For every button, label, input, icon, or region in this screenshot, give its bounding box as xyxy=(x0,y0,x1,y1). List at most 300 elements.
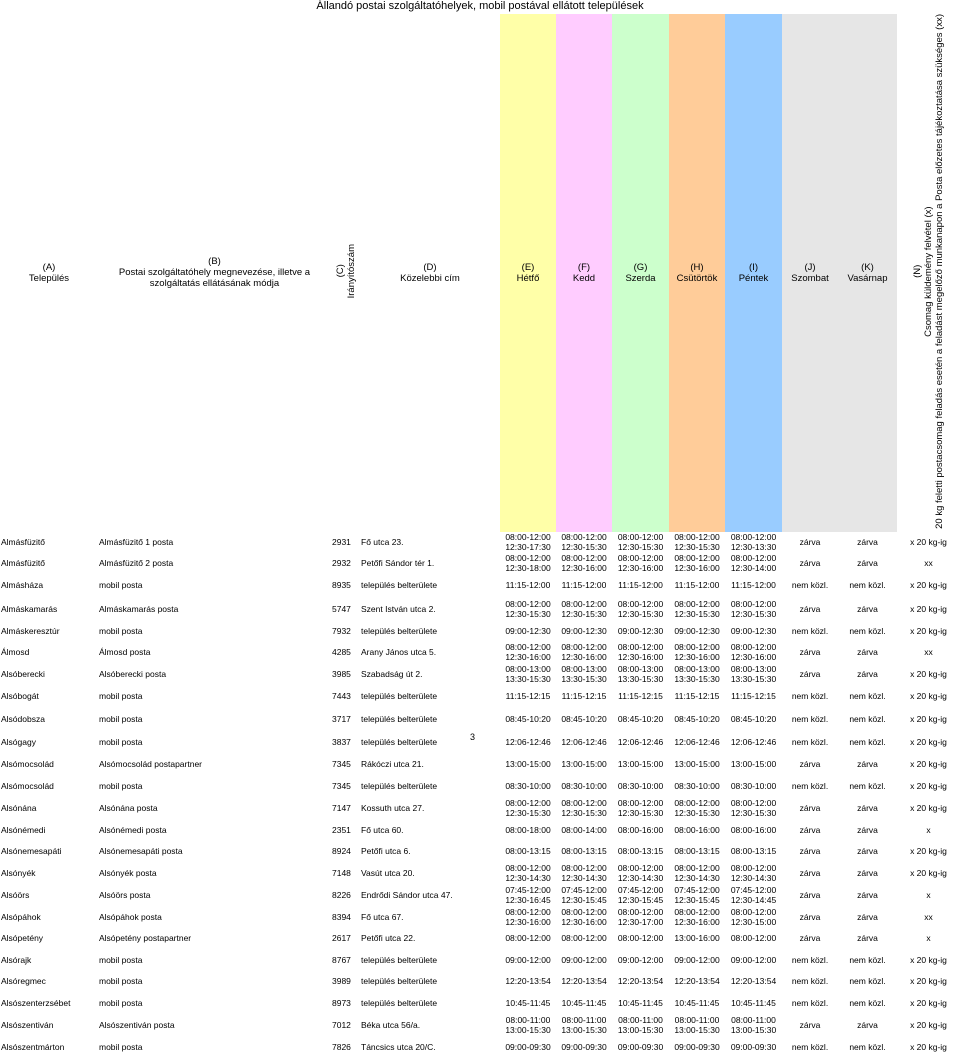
cell-wednesday xyxy=(612,597,669,621)
cell-zip xyxy=(331,686,360,707)
table-row xyxy=(0,797,960,819)
cell-zip-text: 5747 xyxy=(332,603,351,614)
cell-settlement xyxy=(0,928,98,949)
cell-settlement xyxy=(0,597,98,621)
cell-saturday-text: nem közl. xyxy=(791,780,829,791)
cell-settlement-text: Alsószentiván xyxy=(1,1019,54,1030)
cell-settlement-text: Alsómocsolád xyxy=(1,758,54,769)
cell-office xyxy=(98,819,331,841)
cell-thursday-text: 08:00-12:00 12:30-16:00 xyxy=(674,642,720,663)
cell-wednesday-text: 12:06-12:46 xyxy=(617,736,664,747)
cell-sunday xyxy=(838,1036,897,1058)
cell-tuesday-text: 11:15-12:00 xyxy=(561,580,607,591)
cell-wednesday-text: 08:00-12:00 12:30-14:30 xyxy=(617,862,664,883)
cell-tuesday-text: 08:00-13:00 13:30-15:30 xyxy=(561,664,607,685)
table-row xyxy=(0,1014,960,1036)
cell-settlement xyxy=(0,949,98,971)
cell-friday xyxy=(725,949,782,971)
cell-thursday-text: 08:00-12:00 12:30-14:30 xyxy=(674,862,720,883)
cell-parcel xyxy=(897,707,960,731)
cell-zip-text: 2931 xyxy=(332,537,351,548)
cell-settlement xyxy=(0,686,98,707)
cell-thursday xyxy=(669,1014,725,1036)
table-row xyxy=(0,642,960,663)
cell-tuesday xyxy=(556,819,612,841)
cell-zip xyxy=(331,884,360,906)
cell-tuesday xyxy=(556,906,612,928)
cell-address-text: Fő utca 60. xyxy=(361,824,404,835)
cell-parcel-text: x 20 kg-ig xyxy=(910,780,947,791)
cell-friday xyxy=(725,819,782,841)
cell-wednesday-text: 13:00-15:00 xyxy=(617,758,664,769)
cell-thursday-text: 12:06-12:46 xyxy=(674,736,720,747)
cell-settlement-text: Almásfüzitő xyxy=(1,537,45,548)
cell-tuesday-text: 08:00-12:00 xyxy=(561,933,607,944)
cell-tuesday-text: 09:00-09:30 xyxy=(561,1041,607,1052)
cell-settlement-text: Alsópáhok xyxy=(1,911,41,922)
cell-parcel-text: x 20 kg-ig xyxy=(910,580,947,591)
cell-saturday-text: zárva xyxy=(799,824,821,835)
cell-parcel-text: x 20 kg-ig xyxy=(910,1019,947,1030)
cell-thursday xyxy=(669,992,725,1014)
cell-thursday xyxy=(669,775,725,797)
cell-office xyxy=(98,1014,331,1036)
cell-wednesday-text: 08:00-16:00 xyxy=(617,824,664,835)
cell-sunday-text: zárva xyxy=(857,758,878,769)
cell-saturday xyxy=(782,841,838,862)
cell-friday xyxy=(725,686,782,707)
cell-wednesday xyxy=(612,906,669,928)
cell-friday-text: 08:00-16:00 xyxy=(730,824,777,835)
cell-thursday xyxy=(669,597,725,621)
cell-parcel xyxy=(897,1036,960,1058)
cell-address xyxy=(360,906,500,928)
cell-address xyxy=(360,574,500,597)
cell-address xyxy=(360,686,500,707)
cell-sunday xyxy=(838,621,897,642)
cell-office xyxy=(98,1036,331,1058)
cell-address-text: település belterülete xyxy=(361,736,438,747)
cell-monday-text: 08:00-18:00 xyxy=(505,824,551,835)
cell-address-text: Vasút utca 20. xyxy=(361,867,415,878)
cell-sunday-text: zárva xyxy=(857,867,878,878)
cell-tuesday-text: 08:30-10:00 xyxy=(561,780,607,791)
cell-monday xyxy=(500,663,556,686)
cell-address xyxy=(360,1014,500,1036)
cell-thursday xyxy=(669,1036,725,1058)
cell-address-text: Szent István utca 2. xyxy=(361,603,436,614)
cell-friday-text: 13:00-15:00 xyxy=(730,758,777,769)
cell-thursday-text: 08:00-12:00 12:30-15:30 xyxy=(674,797,720,818)
cell-address xyxy=(360,971,500,992)
cell-tuesday-text: 08:00-12:00 12:30-14:30 xyxy=(561,862,607,883)
cell-saturday-text: nem közl. xyxy=(791,713,829,724)
cell-friday xyxy=(725,928,782,949)
cell-zip-text: 4285 xyxy=(332,647,351,658)
cell-parcel xyxy=(897,731,960,753)
cell-settlement-text: Alsórajk xyxy=(1,954,32,965)
cell-zip-text: 7345 xyxy=(332,758,351,769)
cell-thursday xyxy=(669,532,725,553)
cell-sunday xyxy=(838,663,897,686)
cell-saturday-text: zárva xyxy=(799,889,821,900)
cell-office-text: Alsópáhok posta xyxy=(99,911,162,922)
table-row xyxy=(0,597,960,621)
cell-monday xyxy=(500,553,556,574)
cell-tuesday xyxy=(556,797,612,819)
cell-parcel-text: x 20 kg-ig xyxy=(910,603,947,614)
cell-address-text: település belterülete xyxy=(361,691,438,702)
cell-sunday xyxy=(838,731,897,753)
cell-address-text: Béka utca 56/a. xyxy=(361,1019,421,1030)
cell-zip xyxy=(331,532,360,553)
cell-office xyxy=(98,862,331,884)
header-row xyxy=(0,14,960,532)
cell-tuesday xyxy=(556,707,612,731)
cell-monday-text: 11:15-12:00 xyxy=(505,580,551,591)
cell-thursday xyxy=(669,971,725,992)
cell-parcel xyxy=(897,949,960,971)
cell-tuesday xyxy=(556,949,612,971)
cell-thursday xyxy=(669,949,725,971)
cell-settlement xyxy=(0,574,98,597)
cell-parcel xyxy=(897,797,960,819)
cell-address xyxy=(360,642,500,663)
cell-monday-text: 11:15-12:15 xyxy=(505,691,551,702)
cell-parcel xyxy=(897,928,960,949)
cell-thursday xyxy=(669,906,725,928)
cell-saturday xyxy=(782,731,838,753)
cell-monday xyxy=(500,884,556,906)
table-row xyxy=(0,906,960,928)
cell-monday xyxy=(500,906,556,928)
cell-monday-text: 13:00-15:00 xyxy=(505,758,551,769)
cell-thursday-text: 08:45-10:20 xyxy=(674,713,720,724)
cell-parcel-text: x 20 kg-ig xyxy=(910,1041,947,1052)
cell-parcel xyxy=(897,642,960,663)
cell-office-text: Alsónyék posta xyxy=(99,867,157,878)
cell-monday xyxy=(500,819,556,841)
cell-wednesday xyxy=(612,949,669,971)
cell-office-text: mobil posta xyxy=(99,1041,143,1052)
table-row xyxy=(0,819,960,841)
cell-tuesday-text: 08:00-13:15 xyxy=(561,846,607,857)
cell-office-text: Alsónémedi posta xyxy=(99,824,167,835)
cell-address-text: település belterülete xyxy=(361,713,438,724)
cell-settlement-text: Alsódobsza xyxy=(1,713,45,724)
cell-zip xyxy=(331,574,360,597)
cell-friday xyxy=(725,1036,782,1058)
cell-friday-text: 07:45-12:00 12:30-14:45 xyxy=(730,884,777,905)
cell-parcel-text: x 20 kg-ig xyxy=(910,758,947,769)
cell-friday-text: 11:15-12:15 xyxy=(731,691,776,702)
cell-sunday xyxy=(838,686,897,707)
table-row xyxy=(0,707,960,731)
cell-settlement-text: Alsópetény xyxy=(1,933,44,944)
cell-settlement xyxy=(0,621,98,642)
cell-monday xyxy=(500,621,556,642)
cell-office-text: mobil posta xyxy=(99,713,143,724)
cell-saturday xyxy=(782,819,838,841)
cell-tuesday-text: 12:20-13:54 xyxy=(561,976,607,987)
cell-saturday-text: zárva xyxy=(799,933,821,944)
cell-zip xyxy=(331,553,360,574)
cell-thursday xyxy=(669,686,725,707)
cell-zip-text: 7012 xyxy=(332,1019,351,1030)
cell-saturday xyxy=(782,597,838,621)
cell-friday-text: 08:00-13:00 13:30-15:30 xyxy=(730,664,777,685)
cell-settlement-text: Alsószentmárton xyxy=(1,1041,65,1052)
cell-saturday xyxy=(782,992,838,1014)
cell-parcel-text: x 20 kg-ig xyxy=(910,954,947,965)
cell-sunday-text: zárva xyxy=(857,802,878,813)
cell-zip xyxy=(331,663,360,686)
column-header-label: (E) Hétfő xyxy=(516,261,540,284)
cell-friday-text: 12:06-12:46 xyxy=(730,736,777,747)
cell-tuesday-text: 08:00-12:00 12:30-16:00 xyxy=(561,906,607,927)
cell-office xyxy=(98,992,331,1014)
cell-saturday-text: zárva xyxy=(799,669,821,680)
cell-sunday xyxy=(838,553,897,574)
cell-wednesday xyxy=(612,971,669,992)
cell-tuesday-text: 10:45-11:45 xyxy=(561,997,607,1008)
cell-monday-text: 08:00-12:00 12:30-15:30 xyxy=(505,598,551,619)
cell-sunday-text: zárva xyxy=(857,933,878,944)
cell-monday xyxy=(500,532,556,553)
table-row xyxy=(0,731,960,753)
table-row xyxy=(0,532,960,553)
cell-wednesday-text: 09:00-12:30 xyxy=(617,626,664,637)
cell-saturday-text: zárva xyxy=(799,1019,821,1030)
cell-tuesday xyxy=(556,574,612,597)
cell-settlement xyxy=(0,663,98,686)
cell-friday-text: 09:00-12:00 xyxy=(730,954,777,965)
cell-tuesday-text: 07:45-12:00 12:30-15:45 xyxy=(561,884,607,905)
cell-sunday xyxy=(838,1014,897,1036)
page-title: Állandó postai szolgáltatóhelyek, mobil postával ellátott települések xyxy=(316,0,644,12)
cell-parcel-text: x 20 kg-ig xyxy=(910,691,947,702)
cell-address xyxy=(360,797,500,819)
cell-office-text: Alsószentiván posta xyxy=(99,1019,175,1030)
cell-saturday-text: zárva xyxy=(799,846,821,857)
cell-saturday-text: nem közl. xyxy=(791,580,829,591)
cell-sunday-text: nem közl. xyxy=(849,780,886,791)
cell-friday-text: 08:45-10:20 xyxy=(730,713,777,724)
cell-parcel-text: x 20 kg-ig xyxy=(910,713,947,724)
cell-parcel xyxy=(897,971,960,992)
cell-parcel xyxy=(897,574,960,597)
cell-monday-text: 08:00-13:00 13:30-15:30 xyxy=(505,664,551,685)
cell-parcel-text: x 20 kg-ig xyxy=(910,867,947,878)
cell-friday-text: 08:00-12:00 12:30-15:00 xyxy=(730,906,777,927)
cell-wednesday xyxy=(612,862,669,884)
cell-friday xyxy=(725,597,782,621)
cell-wednesday xyxy=(612,1014,669,1036)
cell-office xyxy=(98,553,331,574)
cell-zip xyxy=(331,949,360,971)
cell-tuesday xyxy=(556,884,612,906)
cell-wednesday xyxy=(612,686,669,707)
cell-address-text: Fő utca 67. xyxy=(361,911,404,922)
cell-monday xyxy=(500,1014,556,1036)
cell-thursday-text: 08:00-12:00 12:30-16:00 xyxy=(674,553,720,574)
cell-office xyxy=(98,532,331,553)
cell-tuesday xyxy=(556,663,612,686)
cell-thursday-text: 10:45-11:45 xyxy=(674,997,720,1008)
cell-office xyxy=(98,663,331,686)
cell-zip-text: 7443 xyxy=(332,691,351,702)
cell-monday-text: 08:45-10:20 xyxy=(505,713,551,724)
cell-office-text: Alsónána posta xyxy=(99,802,158,813)
cell-office-text: mobil posta xyxy=(99,976,143,987)
cell-wednesday-text: 08:45-10:20 xyxy=(617,713,664,724)
cell-parcel-text: x 20 kg-ig xyxy=(910,736,947,747)
table-row xyxy=(0,841,960,862)
cell-saturday xyxy=(782,663,838,686)
cell-monday xyxy=(500,686,556,707)
cell-address-text: település belterülete xyxy=(361,580,438,591)
cell-sunday xyxy=(838,819,897,841)
cell-parcel-text: x 20 kg-ig xyxy=(910,626,947,637)
cell-monday xyxy=(500,1036,556,1058)
cell-settlement-text: Alsómocsolád xyxy=(1,780,54,791)
cell-wednesday xyxy=(612,532,669,553)
cell-wednesday-text: 08:00-12:00 12:30-15:30 xyxy=(617,532,664,553)
cell-zip-text: 3717 xyxy=(332,713,351,724)
cell-address-text: Petőfi utca 6. xyxy=(361,846,411,857)
cell-settlement-text: Alsónána xyxy=(1,802,37,813)
cell-office xyxy=(98,707,331,731)
cell-wednesday-text: 08:00-12:00 12:30-16:00 xyxy=(617,642,664,663)
cell-monday-text: 08:00-12:00 12:30-17:30 xyxy=(505,532,551,553)
cell-zip-text: 8924 xyxy=(332,846,351,857)
cell-friday-text: 08:00-12:00 12:30-15:30 xyxy=(730,797,777,818)
cell-parcel xyxy=(897,884,960,906)
cell-thursday-text: 13:00-15:00 xyxy=(674,758,720,769)
cell-office xyxy=(98,753,331,775)
cell-sunday-text: zárva xyxy=(857,911,878,922)
cell-address-text: település belterülete xyxy=(361,997,438,1008)
cell-saturday-text: nem közl. xyxy=(791,736,829,747)
cell-zip xyxy=(331,928,360,949)
cell-tuesday xyxy=(556,597,612,621)
column-header-label: (I) Péntek xyxy=(738,261,769,284)
cell-friday xyxy=(725,906,782,928)
cell-settlement xyxy=(0,841,98,862)
cell-address xyxy=(360,949,500,971)
column-header-label: (J) Szombat xyxy=(791,261,829,284)
cell-monday xyxy=(500,753,556,775)
cell-address-text: település belterülete xyxy=(361,976,438,987)
cell-tuesday xyxy=(556,532,612,553)
column-header xyxy=(500,14,556,532)
cell-saturday-text: zárva xyxy=(799,603,821,614)
cell-saturday xyxy=(782,642,838,663)
cell-saturday xyxy=(782,1036,838,1058)
cell-address-text: Arany János utca 5. xyxy=(361,647,437,658)
cell-address-text: település belterülete xyxy=(361,626,438,637)
post-office-table xyxy=(0,14,960,1058)
cell-sunday-text: nem közl. xyxy=(849,580,886,591)
cell-monday xyxy=(500,642,556,663)
column-header-label: (C) Irányítószám xyxy=(334,244,357,299)
cell-office-text: Alsónemesapáti posta xyxy=(99,846,183,857)
cell-settlement-text: Alsószenterzsébet xyxy=(1,997,71,1008)
column-header-label: (A) Település xyxy=(28,261,70,284)
cell-sunday-text: zárva xyxy=(857,669,878,680)
cell-wednesday xyxy=(612,884,669,906)
cell-zip xyxy=(331,841,360,862)
cell-office-text: Alsóberecki posta xyxy=(99,669,167,680)
cell-sunday xyxy=(838,642,897,663)
cell-office xyxy=(98,621,331,642)
cell-thursday xyxy=(669,884,725,906)
cell-thursday-text: 08:00-12:00 12:30-15:30 xyxy=(674,532,720,553)
table-row xyxy=(0,621,960,642)
cell-monday-text: 07:45-12:00 12:30-16:45 xyxy=(505,884,551,905)
cell-sunday xyxy=(838,862,897,884)
cell-thursday-text: 08:00-12:00 12:30-16:00 xyxy=(674,906,720,927)
cell-address xyxy=(360,928,500,949)
cell-friday xyxy=(725,553,782,574)
cell-sunday xyxy=(838,841,897,862)
cell-friday xyxy=(725,841,782,862)
cell-sunday-text: nem közl. xyxy=(849,713,886,724)
cell-wednesday-text: 11:15-12:15 xyxy=(618,691,663,702)
cell-address xyxy=(360,597,500,621)
cell-thursday xyxy=(669,731,725,753)
column-header xyxy=(782,14,838,532)
cell-parcel xyxy=(897,621,960,642)
cell-sunday-text: nem közl. xyxy=(849,736,886,747)
cell-address xyxy=(360,663,500,686)
cell-thursday-text: 12:20-13:54 xyxy=(674,976,720,987)
cell-settlement-text: Alsóberecki xyxy=(1,669,45,680)
table-row xyxy=(0,775,960,797)
cell-saturday-text: nem közl. xyxy=(791,1041,829,1052)
cell-saturday-text: zárva xyxy=(799,911,821,922)
cell-sunday xyxy=(838,971,897,992)
cell-parcel xyxy=(897,597,960,621)
cell-sunday-text: nem közl. xyxy=(849,997,886,1008)
cell-wednesday-text: 07:45-12:00 12:30-15:45 xyxy=(617,884,664,905)
cell-zip xyxy=(331,1036,360,1058)
cell-friday-text: 08:00-12:00 12:30-16:00 xyxy=(730,642,777,663)
cell-wednesday-text: 08:00-11:00 13:00-15:30 xyxy=(617,1014,664,1035)
cell-thursday xyxy=(669,862,725,884)
cell-zip xyxy=(331,597,360,621)
cell-zip xyxy=(331,731,360,753)
cell-settlement xyxy=(0,992,98,1014)
cell-parcel xyxy=(897,819,960,841)
cell-zip-text: 7148 xyxy=(332,867,351,878)
cell-friday xyxy=(725,574,782,597)
table-row xyxy=(0,574,960,597)
cell-monday-text: 08:00-12:00 12:30-16:00 xyxy=(505,906,551,927)
cell-sunday-text: zárva xyxy=(857,647,878,658)
cell-zip-text: 2932 xyxy=(332,558,351,569)
cell-wednesday-text: 10:45-11:45 xyxy=(618,997,663,1008)
cell-monday xyxy=(500,775,556,797)
cell-address-text: Endrődi Sándor utca 47. xyxy=(361,889,453,900)
cell-parcel-text: xx xyxy=(924,911,933,922)
cell-saturday-text: nem közl. xyxy=(791,626,829,637)
column-header xyxy=(838,14,897,532)
cell-office xyxy=(98,642,331,663)
cell-sunday xyxy=(838,707,897,731)
cell-friday-text: 11:15-12:00 xyxy=(731,580,776,591)
cell-wednesday xyxy=(612,819,669,841)
